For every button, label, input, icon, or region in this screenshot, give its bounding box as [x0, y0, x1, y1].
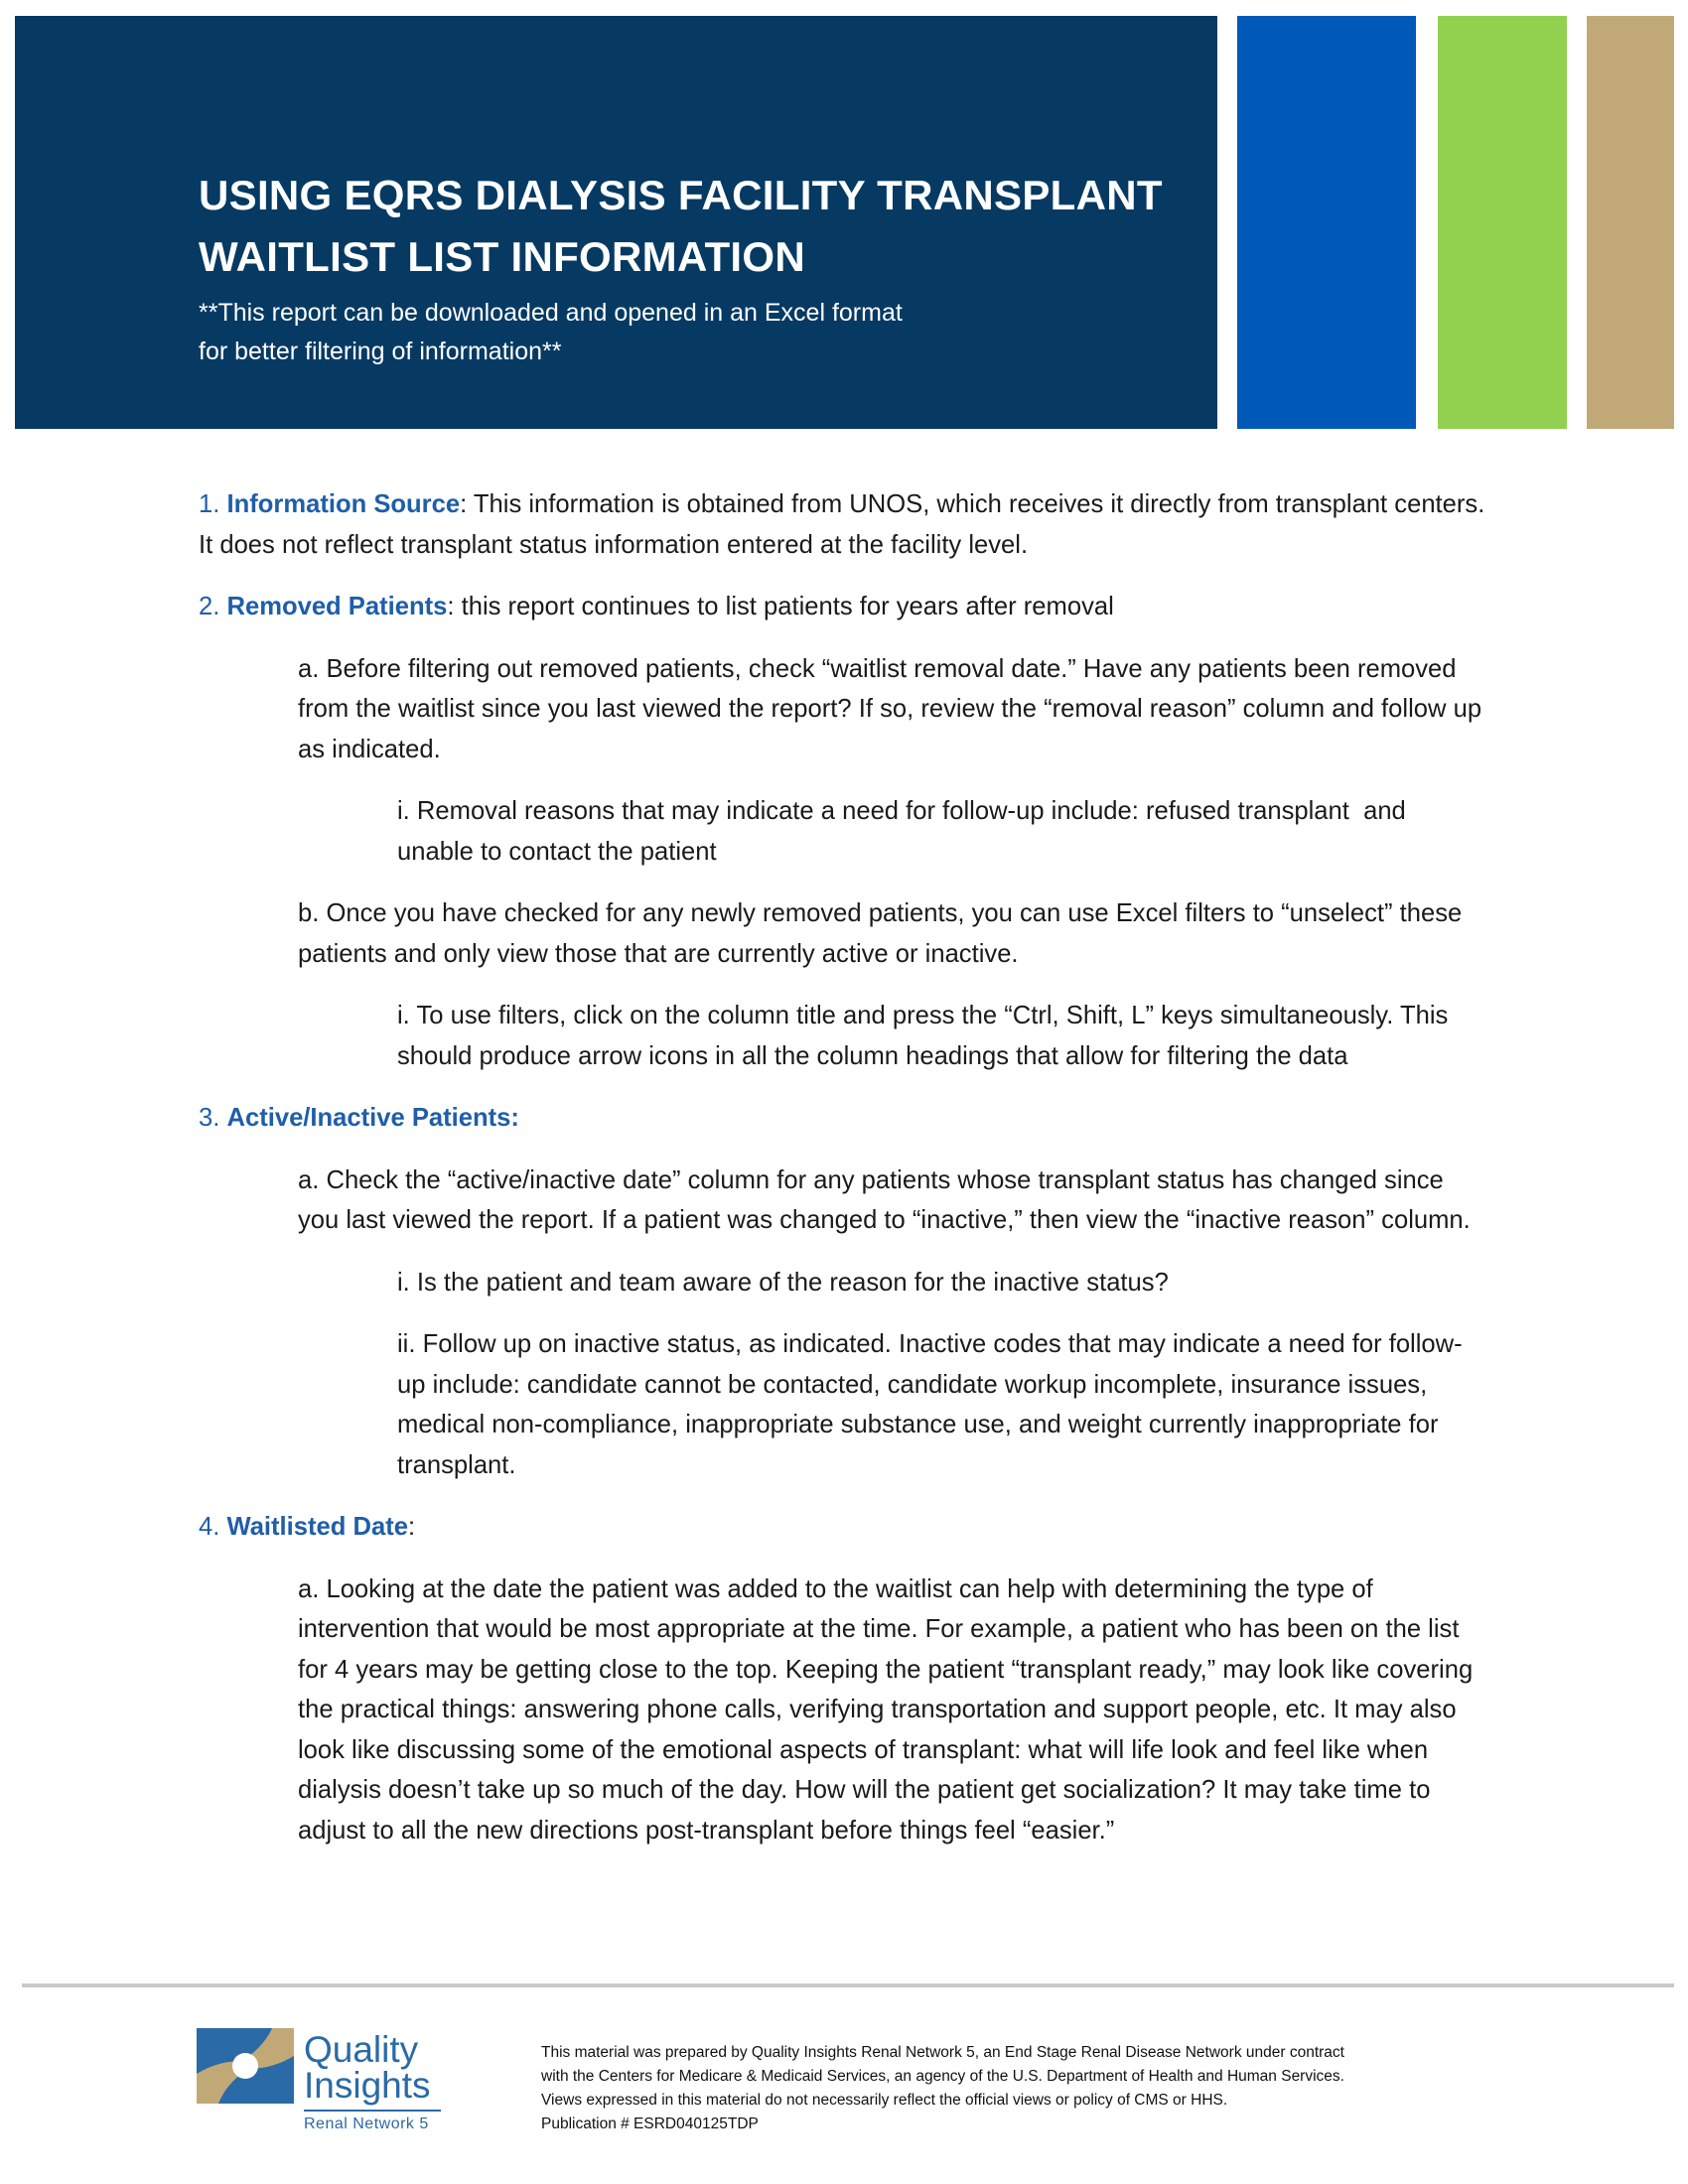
logo-text-insights: Insights — [304, 2065, 431, 2106]
section-removed-patients — [0, 587, 1688, 627]
logo-text-quality: Quality — [304, 2029, 419, 2070]
list-item: i. Is the patient and team aware of the reason for the inactive status? — [397, 1268, 1169, 1297]
section-heading: Active/Inactive Patients: — [226, 1104, 519, 1132]
blue-stripe — [1237, 16, 1416, 429]
section-active-inactive — [0, 1098, 1688, 1139]
header-banner — [15, 16, 1217, 429]
list-item: i. Removal reasons that may indicate a need for follow-up include: refused transplant and unable to contact the patient — [397, 797, 1413, 866]
section-number: 3. — [199, 1104, 220, 1132]
logo-underline — [304, 2110, 441, 2112]
green-stripe — [1438, 16, 1567, 429]
section-number: 1. — [199, 490, 220, 518]
page-title — [199, 165, 1192, 288]
footer-disclaimer — [541, 2041, 1475, 2136]
section-information-source — [0, 484, 1688, 565]
quality-insights-logo — [197, 2028, 485, 2137]
section-number: 4. — [199, 1513, 220, 1541]
footer-divider — [22, 1983, 1674, 1987]
subtitle-line-2: for better filtering of information** — [199, 338, 562, 365]
page-subtitle — [199, 294, 1092, 371]
section-text: : This information is obtained from UNOS, which receives it directly from transplant centers. It does not reflect transplant status information entered at the facility level. — [199, 490, 1485, 559]
subtitle-line-1: **This report can be downloaded and opened in an Excel format — [199, 299, 903, 327]
publication-number: Publication # ESRD040125TDP — [541, 2116, 759, 2132]
title-line-1: USING EQRS DIALYSIS FACILITY TRANSPLANT — [199, 172, 1163, 218]
list-item: b. Once you have checked for any newly removed patients, you can use Excel filters to “unselect” these patients and only view those that are currently active or inactive. — [298, 899, 1463, 968]
list-item: a. Looking at the date the patient was added to the waitlist can help with determining the type of intervention that would be most appropriate at the time. For example, a patient who has been on the list for 4 years may be getting close to the top. Keeping the patient “transplant ready,” may look like covering the practical things: answering phone calls, verifying transportation and support people, etc. It may also look like discussing some of the emotional aspects of transplant: what will life look and feel like when dialysis doesn’t take up so much of the day. How will the patient get socialization? It may take time to adjust to all the new directions post-transplant before things feel “easier.” — [298, 1574, 1474, 1844]
logo-mark-icon — [197, 2028, 294, 2104]
title-line-2: WAITLIST LIST INFORMATION — [199, 233, 805, 280]
list-item: a. Check the “active/inactive date” column for any patients whose transplant status has changed since you last viewed the report. If a patient was changed to “inactive,” then view the “inactive reason” column. — [298, 1165, 1471, 1234]
logo-text-network: Renal Network 5 — [304, 2116, 429, 2132]
document-body — [0, 484, 1688, 1872]
section-text: : this report continues to list patients for years after removal — [447, 593, 1114, 620]
disclaimer-line: Views expressed in this material do not necessarily reflect the official views or policy of CMS or HHS. — [541, 2092, 1228, 2109]
section-number: 2. — [199, 593, 220, 620]
list-item: a. Before filtering out removed patients, check “waitlist removal date.” Have any patients been removed from the waitlist since you last viewed the report? If so, review the “removal reason” column and follow up as indicated. — [298, 654, 1482, 763]
disclaimer-line: with the Centers for Medicare & Medicaid Services, an agency of the U.S. Department of Health and Human Services. — [541, 2068, 1344, 2085]
disclaimer-line: This material was prepared by Quality Insights Renal Network 5, an End Stage Renal Disease Network under contract — [541, 2044, 1344, 2061]
section-waitlisted-date — [0, 1507, 1688, 1548]
list-item: ii. Follow up on inactive status, as indicated. Inactive codes that may indicate a need for follow-up include: candidate cannot be contacted, candidate workup incomplete, insurance issues, medical non-compliance, inappropriate substance use, and weight currently inappropriate for transplant. — [397, 1330, 1463, 1479]
section-colon: : — [408, 1513, 416, 1541]
tan-stripe — [1587, 16, 1674, 429]
section-heading: Waitlisted Date — [226, 1513, 408, 1541]
section-heading: Information Source — [226, 490, 461, 518]
section-heading: Removed Patients — [226, 593, 448, 620]
list-item: i. To use filters, click on the column title and press the “Ctrl, Shift, L” keys simultaneously. This should produce arrow icons in all the column headings that allow for filtering the data — [397, 1002, 1449, 1070]
